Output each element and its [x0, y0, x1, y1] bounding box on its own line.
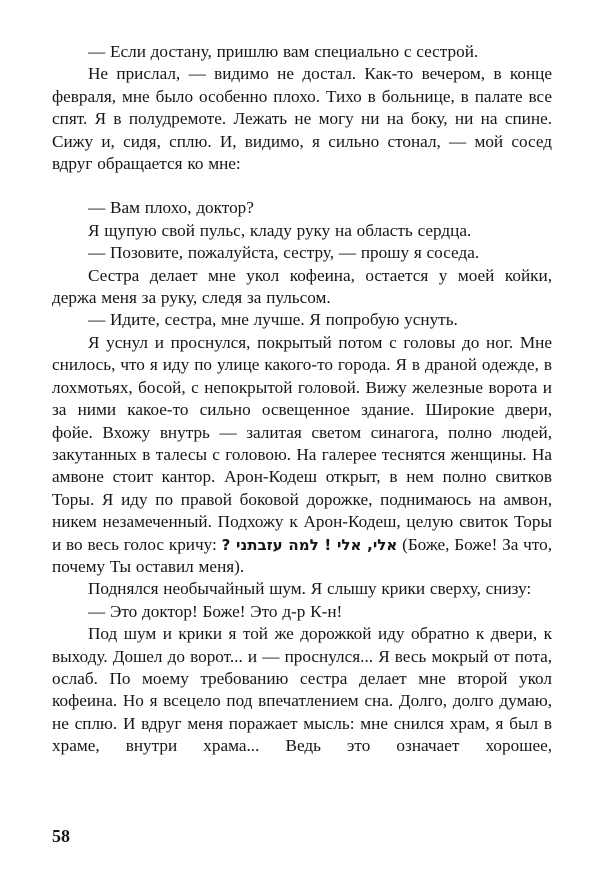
hebrew-quote: אלי, אלי ! למה עזבתני ?	[221, 535, 398, 554]
paragraph-6: Сестра делает мне укол кофеина, остается у моей койки, держа меня за руку, следя за пульсом.	[52, 265, 552, 308]
paragraph-11: Под шум и крики я той же дорожкой иду обратно к двери, к выходу. Дошел до ворот... и — проснулся... Я весь мокрый от пота, ослаб. По моему требованию сестра делает мне второй укол кофеина. Но я всецело под впечатлением сна. Долго, долго думаю, не сплю. И вдруг меня поражает мысль: мне снился храм, я был в храме, внутри храма... Ведь это означает хорошее,	[52, 624, 552, 756]
paragraph-10: — Это доктор! Боже! Это д-р К-н!	[88, 601, 343, 621]
paragraph-8-tail: (Боже, Боже! За что, почему Ты оставил меня).	[52, 534, 552, 576]
paragraph-2: Не прислал, — видимо не достал. Как-то вечером, в конце февраля, мне было особенно плохо. Тихо в больнице, в палате все спят. Я в полудремоте. Лежать не могу ни на боку, ни на спине. Сижу и, сидя, сплю. И, видимо, я сильно стонал, — мой сосед вдруг обращается ко мне:	[52, 64, 552, 174]
paragraph-gap	[52, 175, 552, 197]
page-text	[52, 41, 552, 758]
paragraph-9: Поднялся необычайный шум. Я слышу крики сверху, снизу:	[88, 579, 532, 599]
paragraph-8	[52, 332, 552, 578]
paragraph-5: — Позовите, пожалуйста, сестру, — прошу я соседа.	[88, 243, 480, 263]
paragraph-3: — Вам плохо, доктор?	[88, 198, 254, 218]
paragraph-8-text: Я уснул и проснулся, покрытый потом с головы до ног. Мне снилось, что я иду по улице какого-то города. Я в драной одежде, в лохмотьях, босой, с непокрытой головой. Вижу железные ворота и за ними какое-то сильно освещенное здание. Широкие двери, фойе. Вхожу внутрь — залитая светом синагога, полно людей, закутанных в талесы с головою. На галерее теснятся женщины. На амвоне стоит кантор. Арон-Кодеш открыт, в нем полно свитков Торы. Я иду по правой боковой дорожке, поднимаюсь на амвон, никем незамеченный. Подхожу к Арон-Кодеш, целую свиток Торы и во весь голос кричу:	[52, 332, 552, 554]
page-number: 58	[52, 826, 70, 846]
paragraph-7: — Идите, сестра, мне лучше. Я попробую уснуть.	[88, 310, 458, 330]
paragraph-1: — Если достану, пришлю вам специально с сестрой.	[88, 42, 479, 61]
paragraph-4: Я щупую свой пульс, кладу руку на область сердца.	[88, 220, 472, 240]
